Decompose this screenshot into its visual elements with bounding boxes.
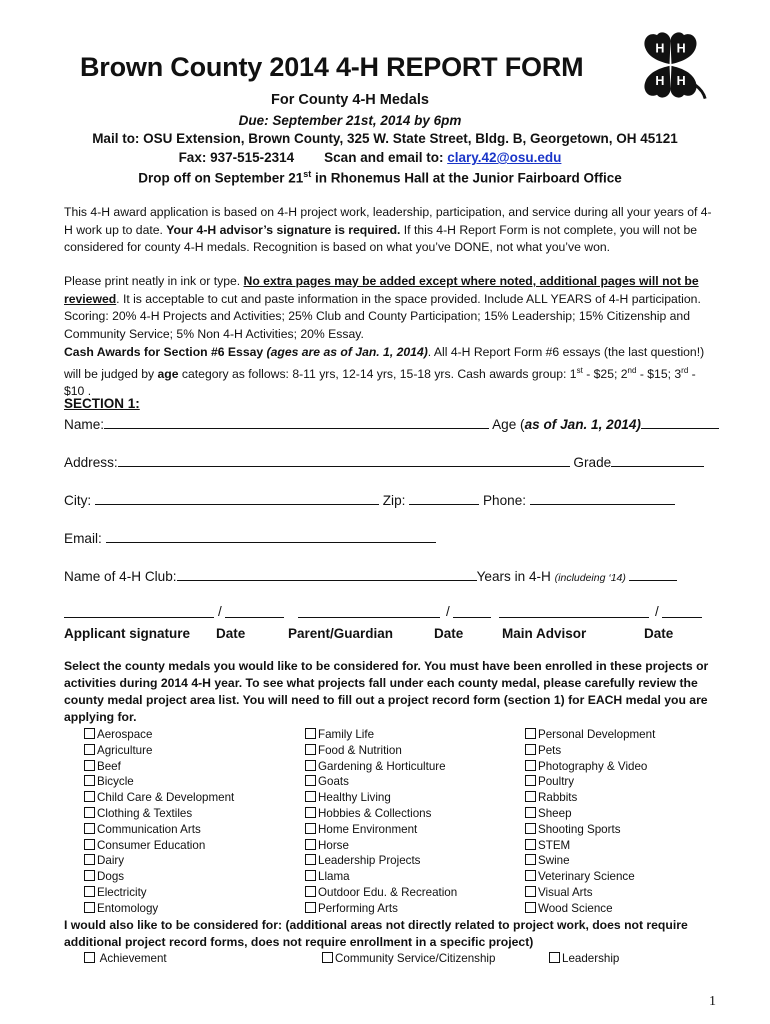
medal-option[interactable] [84,869,234,885]
club-field[interactable] [177,567,477,581]
medal-option[interactable] [84,838,234,854]
medal-option[interactable] [525,885,655,901]
extra-label: Community Service/Citizenship [335,952,496,965]
applicant-date-field[interactable] [225,616,284,618]
print-note: Please print neatly in ink or type. [64,274,244,288]
checkbox[interactable] [84,760,95,771]
medal-option-label: Food & Nutrition [318,743,402,757]
clover-leaves [644,32,705,98]
medal-option[interactable] [84,806,234,822]
medal-option[interactable] [525,759,655,775]
medal-option-label: Dairy [97,854,125,868]
advisor-signature-label: Main Advisor [502,626,587,641]
checkbox[interactable] [525,870,536,881]
medal-option-label: Swine [538,854,570,868]
checkbox[interactable] [305,870,316,881]
zip-field[interactable] [409,491,479,505]
applicant-signature-label: Applicant signature [64,626,191,641]
form-title: Brown County 2014 4-H REPORT FORM [80,52,584,82]
city-field[interactable] [95,491,379,505]
cash-text-4: - $10 . [64,366,696,399]
checkbox[interactable] [84,839,95,850]
cash-groups: category as follows: 8-11 yrs, 12-14 yrs, 15-18 yrs. Cash awards group: 1 [178,366,577,381]
leaf-h-2: H [676,41,686,56]
checkbox[interactable] [322,952,333,963]
medal-option[interactable] [84,774,234,790]
age-field[interactable] [641,415,719,429]
advisor-date-field[interactable] [662,616,702,618]
checkbox[interactable] [84,870,95,881]
extra-option-community-service[interactable] [322,952,495,965]
medal-option[interactable] [305,806,457,822]
age-label: Age ( [489,417,525,432]
address-label: Address: [64,455,118,470]
email-label: Email: [64,531,106,546]
medal-option[interactable] [305,790,457,806]
additional-areas-note [64,917,714,951]
checkbox[interactable] [525,823,536,834]
city-row [64,491,675,508]
medal-option-label: Beef [97,759,121,773]
mail-address: Mail to: OSU Extension, Brown County, 325 W. State Street, Bldg. B, Georgetown, OH 45121 [92,131,678,146]
medal-option[interactable] [305,727,457,743]
email-link[interactable]: clary.42@osu.edu [447,150,562,165]
checkbox[interactable] [84,952,95,963]
medal-option-label: Child Care & Development [97,791,235,805]
medal-option-label: Electricity [97,885,147,899]
name-row [64,415,719,432]
medal-option[interactable] [305,869,457,885]
checkbox[interactable] [84,775,95,786]
years-label: Years in 4-H [476,569,555,584]
checkbox[interactable] [525,760,536,771]
intro-paragraph-2 [64,273,714,343]
medal-option[interactable] [525,774,655,790]
extra-label: Leadership [562,952,620,965]
fax-scan-line [0,150,740,165]
checkbox[interactable] [525,791,536,802]
medal-option-label: Rabbits [538,791,578,805]
medal-option-label: Dogs [97,870,125,884]
slash: / [446,604,450,619]
cash-awards-label: Cash Awards for Section #6 Essay [64,345,267,359]
name-label: Name: [64,417,105,432]
sup-2: nd [627,365,637,375]
medal-option-label: Poultry [538,775,575,789]
checkbox[interactable] [305,854,316,865]
checkbox[interactable] [525,728,536,739]
medal-option-label: Horse [318,838,349,852]
checkbox[interactable] [525,854,536,865]
address-row [64,453,704,470]
checkbox[interactable] [525,902,536,913]
applicant-signature-field[interactable] [64,616,214,618]
medal-column-3 [525,727,655,917]
medal-option-label: Communication Arts [97,822,201,836]
medal-option[interactable] [84,822,234,838]
medal-option[interactable] [84,790,234,806]
checkbox[interactable] [305,823,316,834]
medal-option[interactable] [525,790,655,806]
age-note-label: as of Jan. 1, 2014) [524,417,641,432]
slash: / [655,604,659,619]
intro-text-cont: If this 4-H Report Form is not complete, you will not be considered for county 4-H medals. Recognition is based on what you’ve DONE, not what you’ve won. [64,222,698,255]
dropoff-line [0,169,760,186]
checkbox[interactable] [305,807,316,818]
phone-label: Phone: [479,493,530,508]
medal-option-label: Gardening & Horticulture [318,759,446,773]
club-row [64,567,677,584]
medal-option-label: Agriculture [97,743,153,757]
parent-signature-label: Parent/Guardian [288,626,394,641]
slash: / [218,604,222,619]
medal-option-label: STEM [538,838,571,852]
medal-option-label: Shooting Sports [538,822,621,836]
checkbox[interactable] [84,807,95,818]
leaf-h-4: H [676,74,686,89]
medal-option[interactable] [84,885,234,901]
medal-option-label: Photography & Video [538,759,648,773]
extra-option-leadership[interactable] [549,952,619,965]
years-field[interactable] [629,567,677,581]
extra-option-achievement[interactable] [84,952,167,965]
phone-field[interactable] [530,491,675,505]
checkbox[interactable] [525,839,536,850]
age-word: age [157,366,179,381]
checkbox[interactable] [305,744,316,755]
fax-number: Fax: 937-515-2314 [178,150,295,165]
cash-text: . All 4-H Report Form #6 essays (the last question!) will be judged by [64,345,705,381]
dropoff-sup: st [303,169,312,179]
medal-option-label: Goats [318,775,349,789]
medal-option[interactable] [525,838,655,854]
medal-option-label: Clothing & Textiles [97,806,193,820]
also-consider-label: I would also like to be considered for: [64,918,286,932]
checkbox[interactable] [84,886,95,897]
medal-option-label: Aerospace [97,728,153,741]
medal-option[interactable] [305,838,457,854]
checkbox[interactable] [84,823,95,834]
medal-option[interactable] [525,743,655,759]
medal-option-label: Hobbies & Collections [318,806,432,820]
parent-date-label: Date [434,626,464,641]
section-1-heading: SECTION 1: [64,396,140,411]
medal-option-label: Family Life [318,728,375,741]
sup-1: st [576,365,583,375]
checkbox[interactable] [305,775,316,786]
medal-option-label: Consumer Education [97,838,206,852]
checkbox[interactable] [84,728,95,739]
checkbox[interactable] [84,854,95,865]
checkbox[interactable] [305,791,316,802]
medal-option-label: Visual Arts [538,885,593,899]
checkbox[interactable] [525,775,536,786]
page-number: 1 [709,994,716,1009]
extra-label: Achievement [99,952,167,965]
medal-option[interactable] [525,806,655,822]
medal-option-label: Llama [318,870,350,884]
medal-option-label: Leadership Projects [318,854,421,868]
checkbox[interactable] [525,744,536,755]
scoring-text: . It is acceptable to cut and paste information in the space provided. Include ALL YEARS of 4-H participation. Scoring: 20% 4-H Projects and Activities; 25% Club and County Participation; 15% Leadership; 15% Citizenship and Community Service; 5% Non 4-H Activities; 20% Essay. [64,291,701,341]
checkbox[interactable] [84,791,95,802]
medal-option[interactable] [84,727,234,743]
leaf-h-1: H [655,41,665,56]
medal-option-label: Healthy Living [318,791,391,805]
parent-date-field[interactable] [453,616,491,618]
medal-option[interactable] [525,853,655,869]
zip-label: Zip: [378,493,410,508]
leaf-h-3: H [655,74,665,89]
advisor-date-label: Date [644,626,674,641]
checkbox[interactable] [84,744,95,755]
medal-option[interactable] [525,822,655,838]
no-extra-pages-note: No extra pages may be added except where noted, additional pages will not be reviewed [64,274,699,306]
medal-option[interactable] [525,869,655,885]
parent-signature-field[interactable] [298,616,440,618]
name-field[interactable] [104,415,489,429]
years-note: (includeing ‘14) [554,572,626,584]
checkbox[interactable] [305,839,316,850]
email-row [64,529,436,546]
club-label: Name of 4-H Club: [64,569,177,584]
medal-option[interactable] [305,822,457,838]
medal-option-label: Veterinary Science [538,870,635,884]
applicant-date-label: Date [216,626,246,641]
medal-option[interactable] [305,885,457,901]
intro-paragraph-1 [64,204,714,257]
cash-text-2: - $25; 2 [582,366,628,381]
intro-text: This 4-H award application is based on 4-H project work, leadership, participation, and service during all your years of 4-H work up to date. [64,205,712,237]
medal-column-2 [305,727,457,917]
sup-3: rd [681,365,689,375]
medal-option[interactable] [305,774,457,790]
dropoff-location: in Rhonemus Hall at the Junior Fairboard Office [311,170,622,186]
cash-text-3: - $15; 3 [636,366,682,381]
medal-option[interactable] [84,743,234,759]
checkbox[interactable] [305,902,316,913]
also-consider-note: (additional areas not directly related to project work, does not require additional project record forms, does not require enrollment in a specific project) [64,918,688,949]
medal-option-label: Sheep [538,806,572,820]
dropoff-text: Drop off on September 21 [138,170,304,186]
address-field[interactable] [118,453,570,467]
email-field[interactable] [106,529,436,543]
medal-option-label: Pets [538,743,562,757]
grade-field[interactable] [611,453,704,467]
checkbox[interactable] [305,728,316,739]
medal-option-label: Performing Arts [318,901,398,915]
checkbox[interactable] [305,760,316,771]
age-note: (ages are as of Jan. 1, 2014) [266,345,428,359]
grade-label: Grade [569,455,612,470]
medal-option[interactable] [305,853,457,869]
due-date: Due: September 21st, 2014 by 6pm [238,113,462,128]
checkbox[interactable] [549,952,560,963]
medal-option-label: Entomology [97,901,159,915]
medal-option[interactable] [305,743,457,759]
scan-label: Scan and email to: [324,150,448,165]
medal-option[interactable] [84,853,234,869]
four-h-clover-logo [632,27,709,101]
advisor-signature-field[interactable] [499,616,649,618]
medal-option[interactable] [84,901,234,917]
medal-option[interactable] [525,727,655,743]
medal-instructions: Select the county medals you would like to be considered for. You must have been enrolled in these projects or activities during 2014 4-H year. To see what projects fall under each county medal, please carefully review the county medal project area list. You will need to fill out a project record form (section 1) for EACH medal you are applying for. [64,659,709,724]
checkbox[interactable] [525,807,536,818]
medal-option[interactable] [525,901,655,917]
checkbox[interactable] [84,902,95,913]
checkbox[interactable] [305,886,316,897]
checkbox[interactable] [525,886,536,897]
cash-awards-paragraph [64,344,714,401]
medal-option[interactable] [305,901,457,917]
advisor-signature-note: Your 4-H advisor’s signature is required. [166,222,401,237]
medal-option-label: Personal Development [538,728,656,741]
form-subtitle: For County 4-H Medals [271,92,429,108]
medal-option[interactable] [305,759,457,775]
city-label: City: [64,493,95,508]
medal-option-label: Bicycle [97,775,134,789]
medal-option-label: Wood Science [538,901,613,915]
medal-option-label: Home Environment [318,822,418,836]
medal-option[interactable] [84,759,234,775]
medal-column-1 [84,727,234,917]
medal-option-label: Outdoor Edu. & Recreation [318,885,458,899]
